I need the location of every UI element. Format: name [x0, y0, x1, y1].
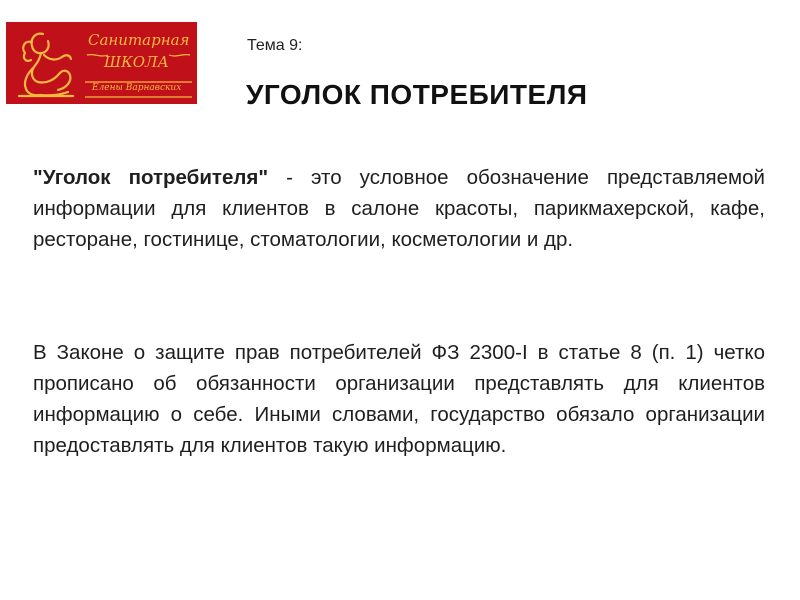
logo-line-1: Санитарная — [88, 31, 190, 49]
defined-term: "Уголок потребителя" — [33, 166, 269, 189]
paragraph-definition — [33, 162, 765, 255]
page-title: УГОЛОК ПОТРЕБИТЕЛЯ — [246, 79, 588, 110]
topic-label: Тема 9: — [247, 37, 303, 54]
woman-figure-icon — [13, 26, 78, 100]
logo-line-2: ШКОЛА — [104, 53, 169, 71]
logo-line-3: Елены Варнавских — [92, 83, 182, 93]
definition-text: - это условное обозначение представляемой информации для клиентов в салоне красоты, парикмахерской, кафе, ресторане, гостинице, стоматологии, косметологии и др. — [33, 166, 765, 251]
paragraph-law: В Законе о защите прав потребителей ФЗ 2300-I в статье 8 (п. 1) четко прописано об обязанности организации представлять для клиентов информацию о себе. Иными словами, государство обязало организации предоставлять для клиентов такую информацию. — [33, 341, 765, 457]
school-logo — [6, 22, 197, 104]
